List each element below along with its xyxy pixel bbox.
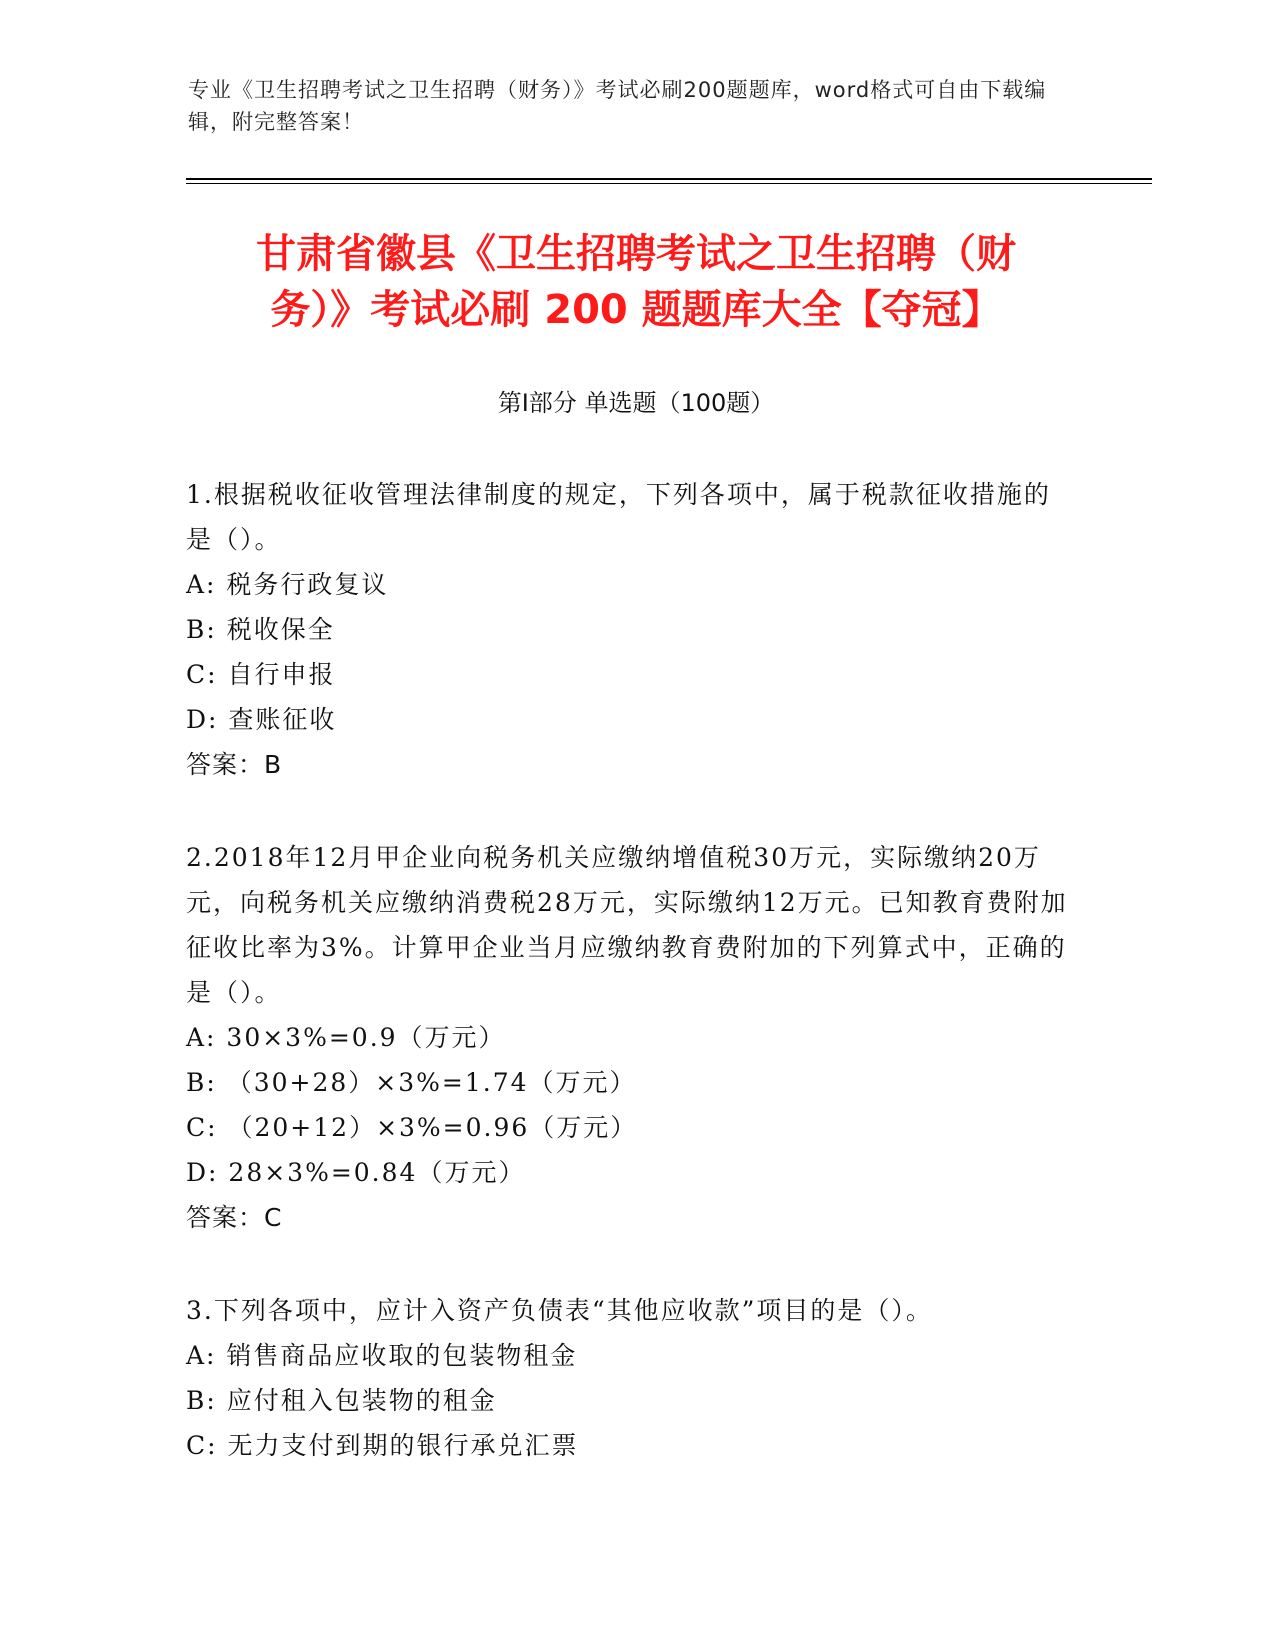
- option-d: D: 28×3%=0.84（万元）: [186, 1158, 526, 1187]
- section-title: 第Ⅰ部分 单选题（100题）: [497, 389, 775, 417]
- answer: 答案：B: [186, 750, 283, 779]
- header-note: 专业《卫生招聘考试之卫生招聘（财务）》考试必刷200题题库，word格式可自由下载编辑，附完整答案！: [188, 78, 1047, 134]
- question-text: 3.下列各项中，应计入资产负债表“其他应收款”项目的是（）。: [186, 1296, 933, 1325]
- option-c: C: 自行申报: [186, 660, 336, 689]
- question-list: [186, 472, 1076, 1516]
- question-3: [186, 1288, 1076, 1468]
- question-text: 1.根据税收征收管理法律制度的规定，下列各项中，属于税款征收措施的是（）。: [186, 480, 1051, 554]
- option-a: A: 销售商品应收取的包装物租金: [186, 1341, 578, 1370]
- question-1: [186, 472, 1076, 787]
- option-b: B: 税收保全: [186, 615, 335, 644]
- question-text: 2.2018年12月甲企业向税务机关应缴纳增值税30万元，实际缴纳20万元，向税务机关应缴纳消费税28万元，实际缴纳12万元。已知教育费附加征收比率为3%。计算甲企业当月应缴纳教育费附加的下列算式中，正确的是（）。: [186, 843, 1068, 1007]
- option-b: B: 应付租入包装物的租金: [186, 1386, 497, 1415]
- option-a: A: 30×3%=0.9（万元）: [186, 1023, 506, 1052]
- option-c: C: 无力支付到期的银行承兑汇票: [186, 1431, 579, 1460]
- option-b: B: （30+28）×3%=1.74（万元）: [186, 1068, 637, 1097]
- document-title-line-1: 甘肃省徽县《卫生招聘考试之卫生招聘（财: [256, 231, 1016, 277]
- header-divider-thin: [186, 183, 1152, 184]
- option-a: A: 税务行政复议: [186, 570, 389, 599]
- header-divider-thick: [186, 178, 1152, 180]
- answer: 答案：C: [186, 1203, 283, 1232]
- document-title: [186, 226, 1086, 338]
- option-d: D: 查账征收: [186, 705, 337, 734]
- document-title-line-2: 务）》考试必刷 200 题题库大全【夺冠】: [270, 287, 1002, 333]
- question-2: [186, 835, 1076, 1240]
- option-c: C: （20+12）×3%=0.96（万元）: [186, 1113, 638, 1142]
